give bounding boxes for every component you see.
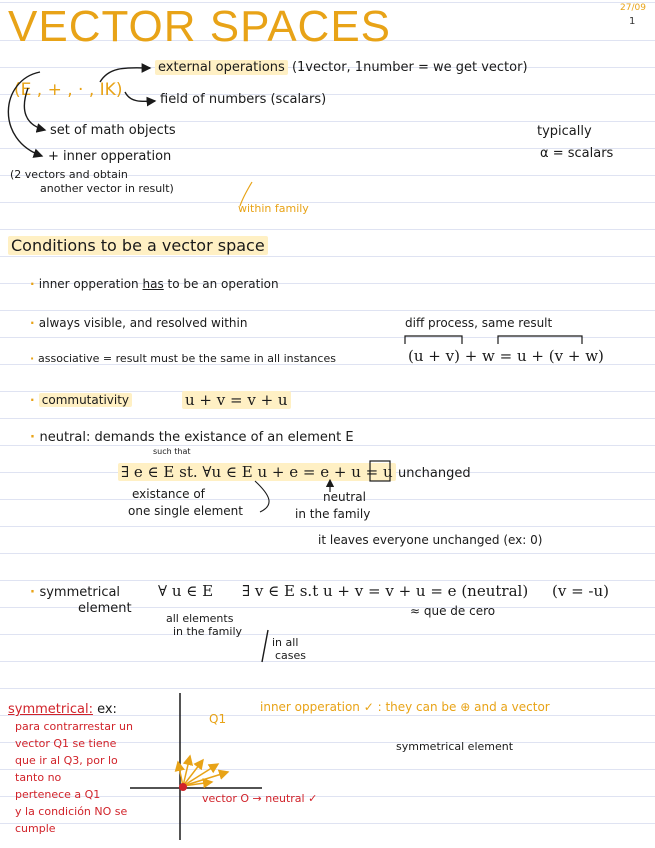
neutral-label: neutral <box>323 490 366 504</box>
arrow-to-external-ops <box>100 68 150 82</box>
leaves-unchanged-label: it leaves everyone unchanged (ex: 0) <box>318 533 543 547</box>
associative-formula: (u + v) + w = u + (v + w) <box>408 347 604 365</box>
q1-vectors <box>178 756 228 786</box>
existance-label-2: one single element <box>128 504 243 518</box>
diff-process-label: diff process, same result <box>405 316 553 330</box>
example-line-3: que ir al Q3, por lo <box>15 754 118 767</box>
condition-operation: · inner opperation has to be an operation <box>30 277 279 291</box>
example-line-4: tanto no <box>15 771 62 784</box>
condition-closure: · always visible, and resolved within <box>30 316 248 330</box>
example-line-5: pertenece a Q1 <box>15 788 101 801</box>
existance-label-1: existance of <box>132 487 205 501</box>
example-line-7: cumple <box>15 822 56 835</box>
arrow-within-family <box>240 182 252 206</box>
inner-op-label: + inner opperation <box>48 149 172 164</box>
set-label: set of math objects <box>50 123 176 138</box>
unchanged-label: unchanged <box>398 466 471 481</box>
condition-symmetrical: · symmetrical <box>30 585 121 600</box>
page-number: 1 <box>629 16 636 27</box>
example-line-2: vector Q1 se tiene <box>15 737 117 750</box>
date-label: 27/09 <box>620 3 646 13</box>
all-elements-label-1: all elements <box>166 612 234 625</box>
example-line-6: y la condición NO se <box>15 805 128 818</box>
within-family-label: within family <box>238 202 309 215</box>
arrow-to-set <box>24 88 45 130</box>
example-heading: symmetrical: ex: <box>8 702 117 717</box>
vector-o-note: vector O → neutral ✓ <box>202 792 318 805</box>
scalars-label: α = scalars <box>540 146 614 161</box>
origin-dot <box>179 783 187 791</box>
in-all-label-2: cases <box>275 649 307 662</box>
page-title: VECTOR SPACES <box>8 2 392 51</box>
v-equals-minus-u: (v = -u) <box>552 582 610 600</box>
arrow-to-field <box>125 92 155 101</box>
neutral-formula: ∃ e ∈ E st. ∀u ∈ E u + e = e + u = u <box>118 463 396 481</box>
symmetrical-element-note: symmetrical element <box>396 740 514 753</box>
condition-commutativity: · commutativity <box>30 393 132 407</box>
symmetrical-element-label: element <box>78 601 132 616</box>
symmetric-formula: ∃ v ∈ E s.t u + v = v + u = e (neutral) <box>242 582 529 600</box>
condition-associative: · associative = result must be the same in all instances <box>30 352 336 365</box>
que-de-cero-label: ≈ que de cero <box>410 604 496 618</box>
forall-formula: ∀ u ∈ E <box>158 582 214 600</box>
external-ops-label: external operations (1vector, 1number = we get vector) <box>155 60 528 75</box>
slash-divider <box>262 630 268 662</box>
inner-op-note-2: another vector in result) <box>40 182 174 195</box>
example-line-1: para contrarrestar un <box>15 720 133 733</box>
in-family-label: in the family <box>295 507 371 521</box>
bracket-right <box>498 336 582 344</box>
tuple-label: (E , + , · , IK) <box>14 80 123 100</box>
q1-label: Q1 <box>209 712 227 726</box>
typically-label: typically <box>537 124 592 139</box>
field-label: field of numbers (scalars) <box>160 92 327 107</box>
u-box <box>370 461 390 481</box>
conditions-heading: Conditions to be a vector space <box>8 236 268 255</box>
bracket-left <box>405 336 462 344</box>
inner-op-note-1: (2 vectors and obtain <box>10 168 128 181</box>
in-all-label-1: in all <box>272 636 299 649</box>
all-elements-label-2: in the family <box>173 625 243 638</box>
inner-op-note: inner opperation ✓ : they can be ⊕ and a vector <box>260 700 550 714</box>
arrow-existance <box>255 481 269 512</box>
commutative-formula: u + v = v + u <box>182 391 291 409</box>
condition-neutral: · neutral: demands the existance of an element E <box>30 430 354 445</box>
such-that-label: such that <box>153 447 191 456</box>
